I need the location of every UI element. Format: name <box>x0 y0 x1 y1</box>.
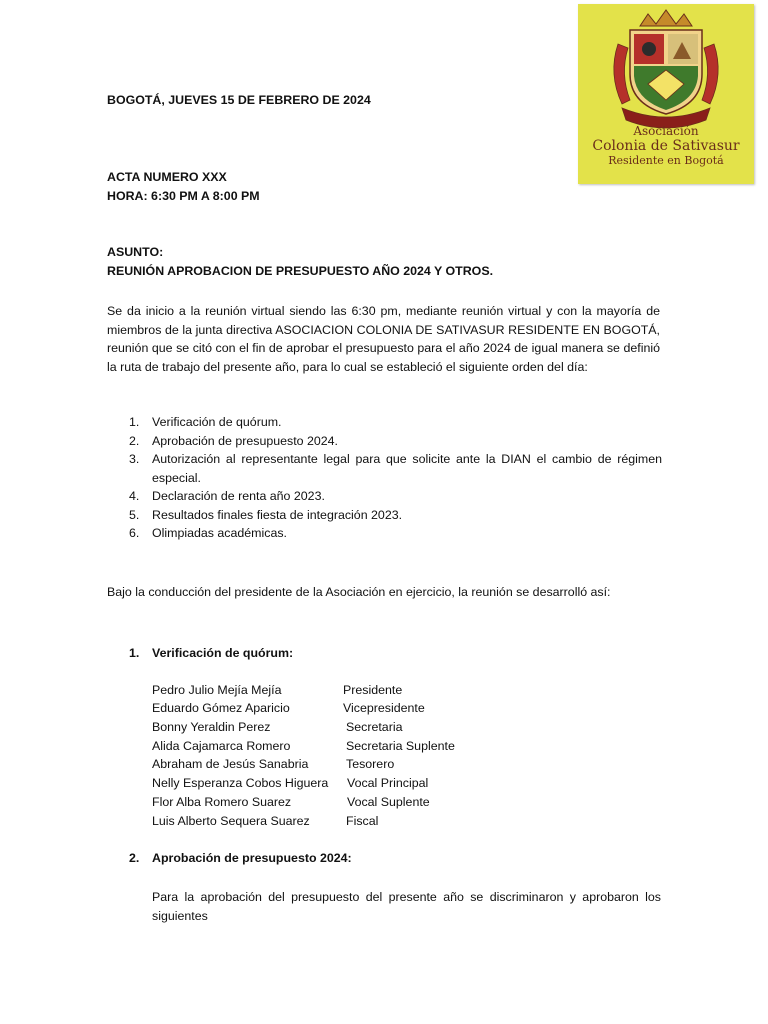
subject-label: ASUNTO: <box>107 245 164 259</box>
member-row <box>152 776 492 795</box>
section-2-number: 2. <box>129 851 140 865</box>
intro-paragraph: Se da inicio a la reunión virtual siendo las 6:30 pm, mediante reunión virtual y con la mayoría de miembros de la junta directiva ASOCIACION COLONIA DE SATIVASUR RESIDENTE EN BOGOTÁ, reunión que se citó con el fin de aprobar el presupuesto para el año 2024 de igual manera se definió la ruta de trabajo del presente año, para lo cual se estableció el siguiente orden del día: <box>107 304 660 374</box>
acta-number: ACTA NUMERO XXX <box>107 170 227 184</box>
member-name: Alida Cajamarca Romero <box>152 739 291 753</box>
member-role: Vocal Principal <box>347 776 429 790</box>
member-row <box>152 701 492 720</box>
member-role: Vocal Suplente <box>347 795 430 809</box>
member-row <box>152 814 492 833</box>
member-name: Nelly Esperanza Cobos Higuera <box>152 776 329 790</box>
section-1-title: Verificación de quórum: <box>152 646 294 660</box>
member-role: Tesorero <box>346 757 395 771</box>
member-name: Luis Alberto Sequera Suarez <box>152 814 310 828</box>
member-name: Abraham de Jesús Sanabria <box>152 757 309 771</box>
list-item: 4. Declaración de renta año 2023. <box>129 489 325 503</box>
member-row <box>152 757 492 776</box>
agenda-list <box>107 413 662 543</box>
list-item: 5. Resultados finales fiesta de integración 2023. <box>129 507 403 522</box>
meeting-time: HORA: 6:30 PM A 8:00 PM <box>107 189 260 203</box>
member-row <box>152 683 492 702</box>
member-role: Secretaria <box>346 720 403 734</box>
association-logo <box>578 4 754 184</box>
logo-line-2: Colonia de Sativasur <box>592 138 740 154</box>
member-name: Pedro Julio Mejía Mejía <box>152 683 282 697</box>
member-role: Presidente <box>343 683 403 697</box>
member-row <box>152 720 492 739</box>
logo-line-1: Asociación <box>633 124 699 138</box>
member-role: Secretaria Suplente <box>346 739 455 753</box>
list-item: 1. Verificación de quórum. <box>129 415 282 429</box>
date-line: BOGOTÁ, JUEVES 15 DE FEBRERO DE 2024 <box>107 93 371 107</box>
member-name: Eduardo Gómez Aparicio <box>152 701 290 715</box>
conduct-sentence: Bajo la conducción del presidente de la Asociación en ejercicio, la reunión se desarrolló así: <box>107 585 611 599</box>
section-2-title: Aprobación de presupuesto 2024: <box>152 851 352 865</box>
member-role: Fiscal <box>346 814 379 828</box>
logo-line-3: Residente en Bogotá <box>608 154 724 167</box>
member-name: Bonny Yeraldin Perez <box>152 720 271 734</box>
member-name: Flor Alba Romero Suarez <box>152 795 292 809</box>
subject-text: REUNIÓN APROBACION DE PRESUPUESTO AÑO 2024 Y OTROS. <box>107 264 494 278</box>
member-row <box>152 795 492 814</box>
list-item: 6. Olimpiadas académicas. <box>129 526 287 540</box>
list-item: 3. Autorización al representante legal para que solicite ante la DIAN el cambio de régimen especial. <box>129 452 662 485</box>
section-2-paragraph: Para la aprobación del presupuesto del presente año se discriminaron y aprobaron los siguientes <box>152 890 661 923</box>
list-item: 2. Aprobación de presupuesto 2024. <box>129 433 338 448</box>
section-1-number: 1. <box>129 646 140 660</box>
member-role: Vicepresidente <box>343 701 425 715</box>
member-row <box>152 739 492 758</box>
